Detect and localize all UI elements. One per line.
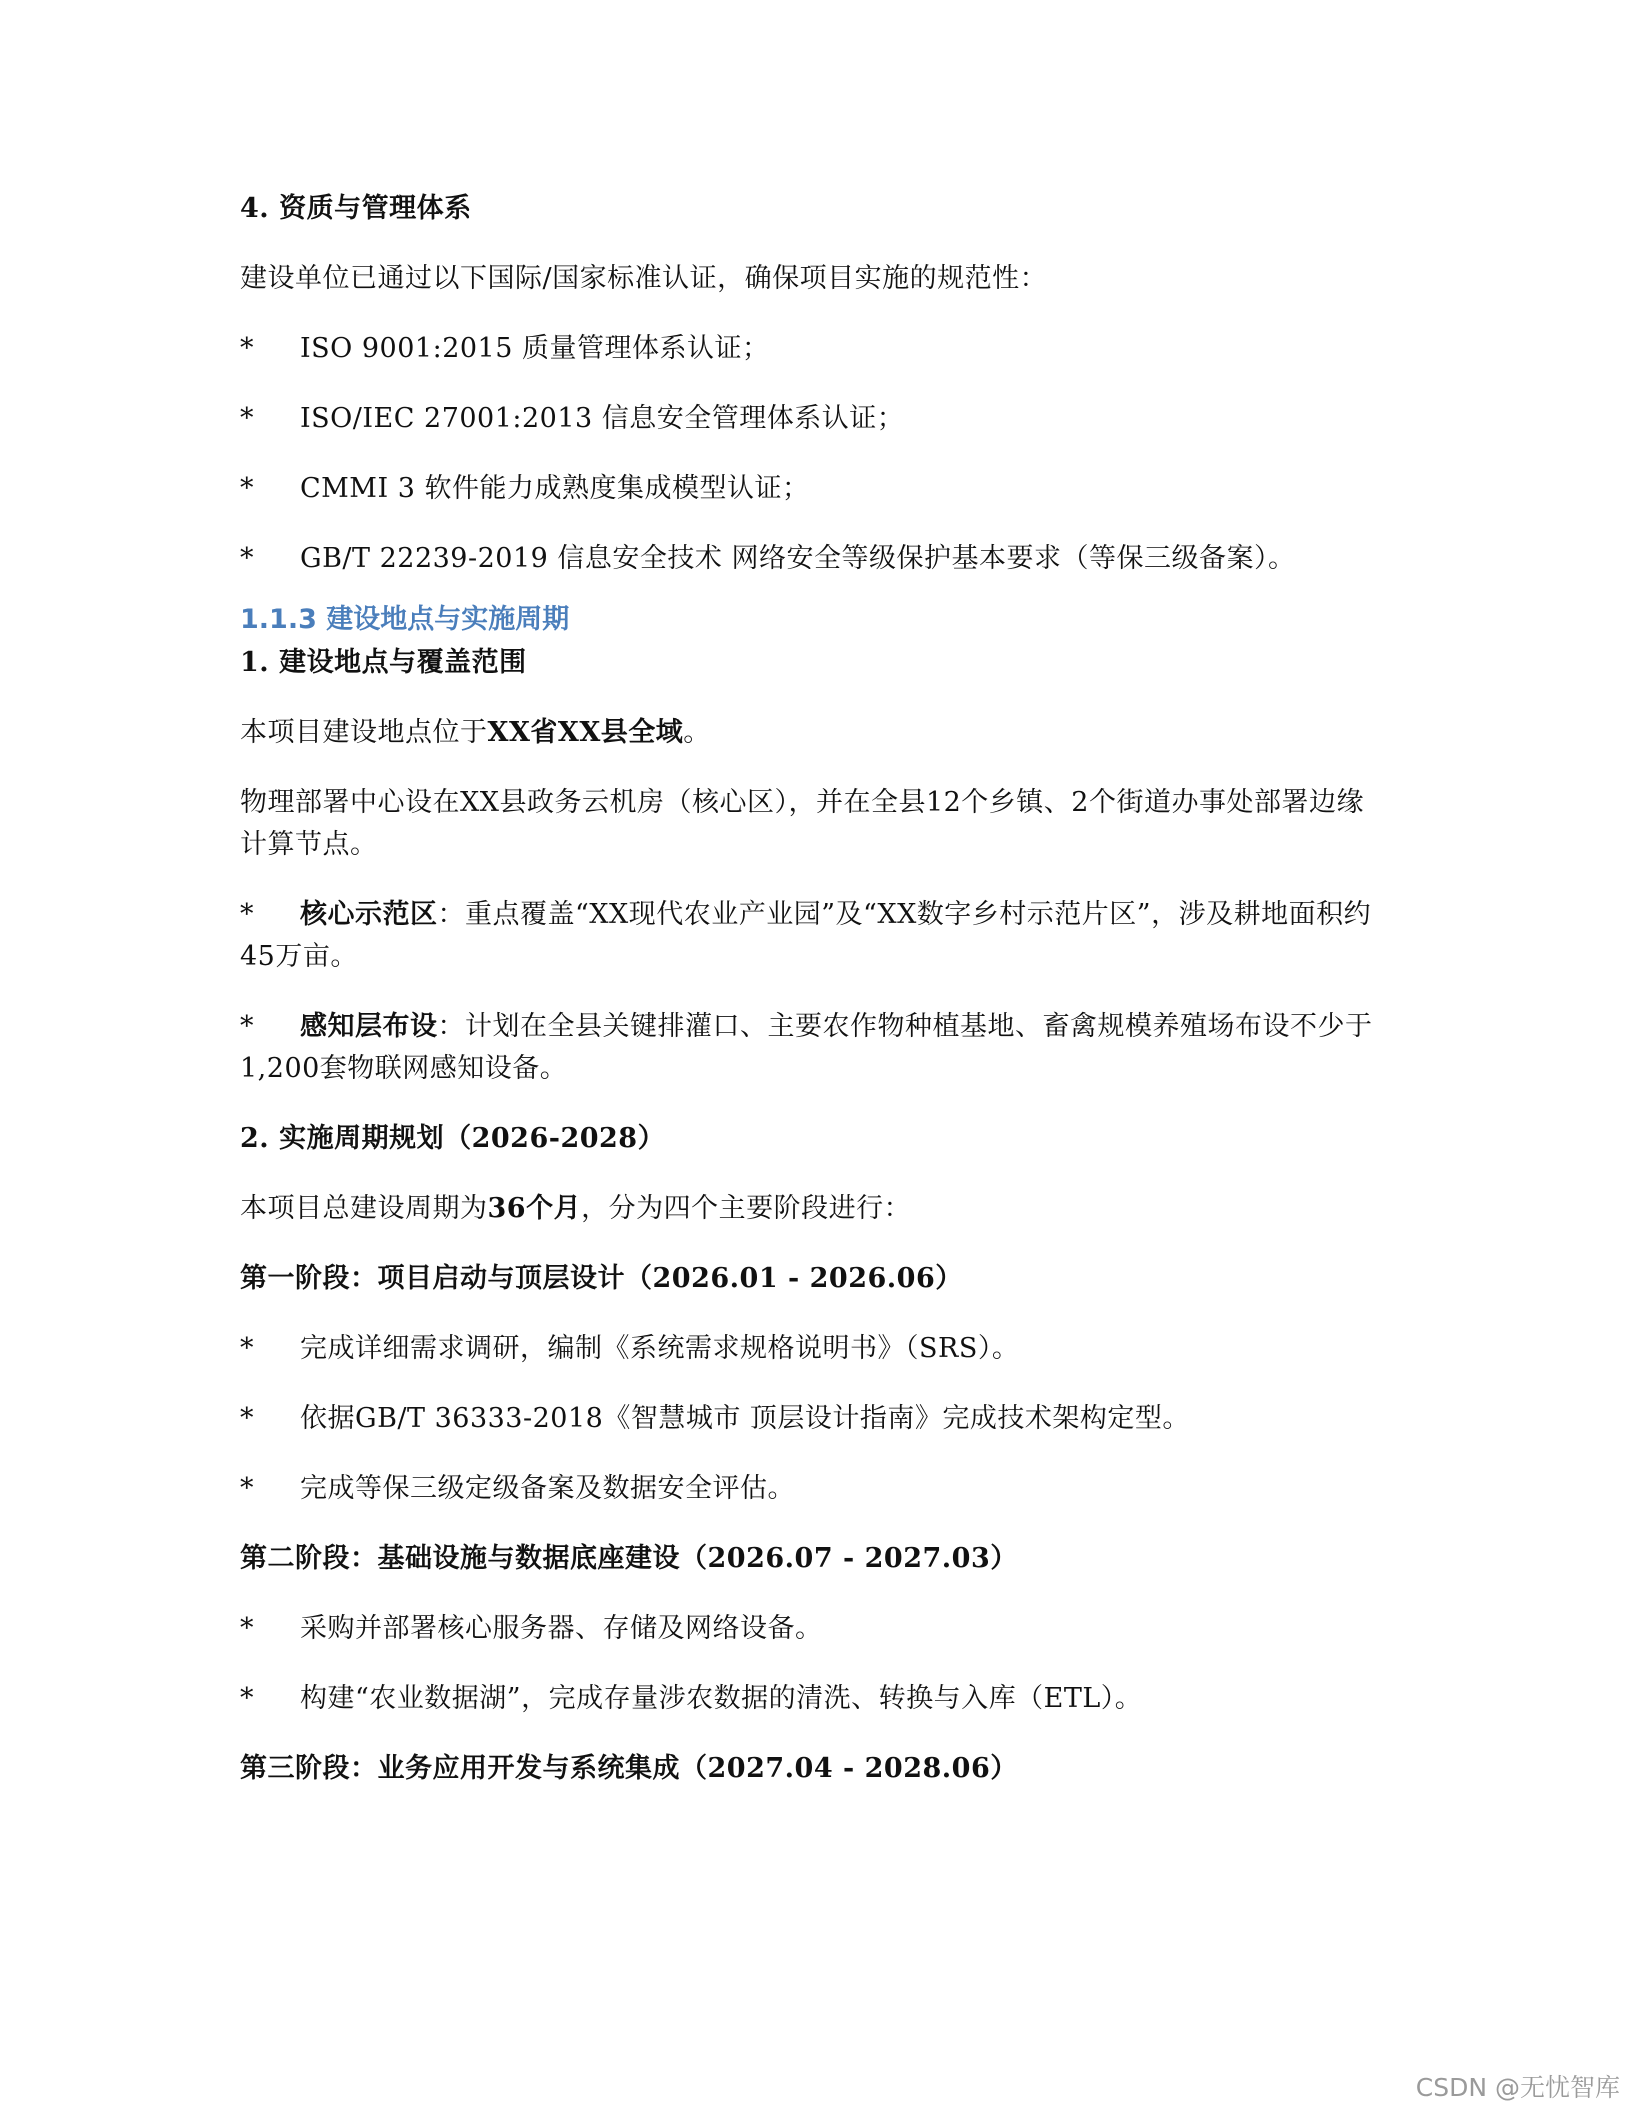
bullet-marker: * xyxy=(240,1403,254,1434)
section-heading-1-1-3: 1.1.3 建设地点与实施周期 xyxy=(240,604,570,635)
schedule-intro: 本项目总建设周期为36个月，分为四个主要阶段进行： xyxy=(240,1193,912,1224)
bullet-marker: * xyxy=(240,1333,254,1364)
bullet-marker: * xyxy=(240,1473,254,1504)
list-item: * 感知层布设：计划在全县关键排灌口、主要农作物种植基地、畜禽规模养殖场布设不少于1,200套物联网感知设备。 xyxy=(240,1006,1390,1090)
subheading-location: 1. 建设地点与覆盖范围 xyxy=(240,647,527,678)
list-item: * 构建“农业数据湖”，完成存量涉农数据的清洗、转换与入库（ETL）。 xyxy=(240,1678,1390,1720)
bullet-marker: * xyxy=(240,1613,254,1644)
list-item: * CMMI 3 软件能力成熟度集成模型认证； xyxy=(240,468,1390,510)
phase-3-title: 第三阶段：业务应用开发与系统集成（2027.04 - 2028.06） xyxy=(240,1753,1018,1784)
phase-1-title: 第一阶段：项目启动与顶层设计（2026.01 - 2026.06） xyxy=(240,1263,963,1294)
list-item: * ISO 9001:2015 质量管理体系认证； xyxy=(240,328,1390,370)
deployment-paragraph: 物理部署中心设在XX县政务云机房（核心区），并在全县12个乡镇、2个街道办事处部署边缘计算节点。 xyxy=(240,787,1364,860)
list-item: * ISO/IEC 27001:2013 信息安全管理体系认证； xyxy=(240,398,1390,440)
list-item: * 采购并部署核心服务器、存储及网络设备。 xyxy=(240,1608,1390,1650)
phase-2-title: 第二阶段：基础设施与数据底座建设（2026.07 - 2027.03） xyxy=(240,1543,1018,1574)
bullet-marker: * xyxy=(240,473,254,504)
bullet-marker: * xyxy=(240,543,254,574)
bullet-marker: * xyxy=(240,1011,254,1042)
list-item: * GB/T 22239-2019 信息安全技术 网络安全等级保护基本要求（等保三级备案）。 xyxy=(240,538,1390,580)
list-item: * 完成详细需求调研，编制《系统需求规格说明书》（SRS）。 xyxy=(240,1328,1390,1370)
bullet-marker: * xyxy=(240,333,254,364)
list-item: * 完成等保三级定级备案及数据安全评估。 xyxy=(240,1468,1390,1510)
bullet-marker: * xyxy=(240,403,254,434)
section-heading-qualifications: 4. 资质与管理体系 xyxy=(240,193,472,224)
document-body xyxy=(240,188,1390,1818)
watermark: CSDN @无忧智库 xyxy=(1415,2073,1620,2102)
list-item: * 核心示范区：重点覆盖“XX现代农业产业园”及“XX数字乡村示范片区”，涉及耕地面积约45万亩。 xyxy=(240,894,1390,978)
list-item: * 依据GB/T 36333-2018《智慧城市 顶层设计指南》完成技术架构定型。 xyxy=(240,1398,1390,1440)
subheading-schedule: 2. 实施周期规划（2026-2028） xyxy=(240,1123,666,1154)
qualifications-intro: 建设单位已通过以下国际/国家标准认证，确保项目实施的规范性： xyxy=(240,263,1048,294)
bullet-marker: * xyxy=(240,1683,254,1714)
location-paragraph: 本项目建设地点位于XX省XX县全域。 xyxy=(240,717,711,748)
bullet-marker: * xyxy=(240,899,254,930)
